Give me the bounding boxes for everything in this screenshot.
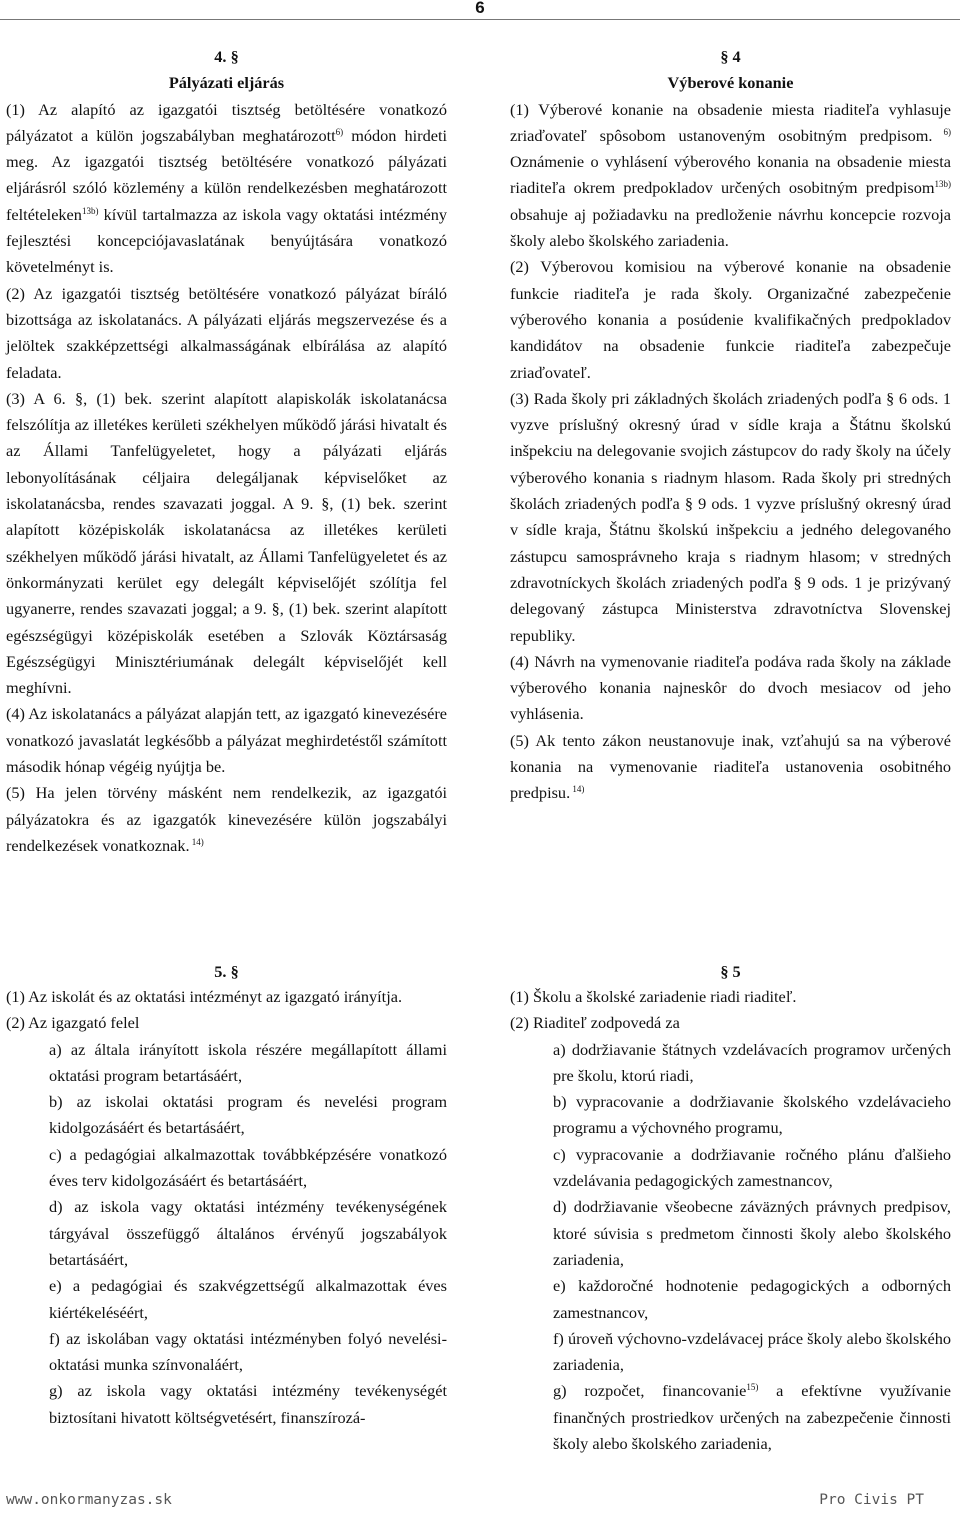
list-item: f) az iskolában vagy oktatási intézményben folyó nevelési-oktatási munka színvonaláért, — [49, 1328, 447, 1375]
paragraph-3: (3) Rada školy pri základných školách zriadených podľa § 6 ods. 1 vyzve príslušný okresný úrad v sídle kraja a Štátnu školskú inšpekciu na delegovanie svojich zástupcov do rady školy na účely výberového konania s riadnym hlasom. Rada školy pri stredných školách zriadených podľa § 9 ods. 1 vyzve príslušný okresný úrad v sídle kraja, Štátnu školskú inšpekciu a jedného delegovaného zástupcu samosprávneho kraja s riadnym hlasom; v stredných zdravotníckych školách zriadených podľa § 9 ods. 1 je prizývaný delegovaný zástupca Ministerstva zdravotníctva Slovenskej republiky. — [510, 388, 951, 645]
paragraph-4: (4) Az iskolatanács a pályázat alapján tett, az igazgató kinevezésére vonatkozó javaslatát legkésőbb a pályázat meghirdetéstől számított második hónap végéig nyújtja be. — [6, 704, 447, 777]
section-number: 5. § — [214, 962, 239, 981]
paragraph-2: (2) Riaditeľ zodpovedá za — [510, 1013, 680, 1033]
footer-publisher: Pro Civis PT — [819, 1492, 924, 1508]
paragraph-5: (5) Ak tento zákon neustanovuje inak, vzťahujú sa na výberové konania na vymenovanie riaditeľa ustanovenia osobitného predpisu. $^{14)}$ — [510, 730, 951, 803]
list-item: a) dodržiavanie štátnych vzdelávacích programov určených pre školu, ktorú riadi, — [553, 1039, 951, 1085]
paragraph-1: (1) Výberové konanie na obsadenie miesta riaditeľa vyhlasuje zriaďovateľ spôsobom ustanoveným osobitným predpisom. $^{6)}$ Oznámenie o vyhlásení výberového konania na obsadenie miesta riaditeľa okrem predpokladov určených osobitným predpisom$^{13b)}$ obsahuje aj požiadavku na predloženie návrhu koncepcie rozvoja školy alebo školského zariadenia. — [510, 99, 951, 251]
paragraph-2: (2) Az igazgatói tisztség betöltésére vonatkozó pályázat bíráló bizottsága az iskolatanács. A pályázati eljárás megszervezése és a jelöltek szakképzettségi alkalmasságának elbírálása az alapító feladata. — [6, 283, 447, 382]
section-title: Výberové konanie — [667, 73, 794, 93]
paragraph-4: (4) Návrh na vymenovanie riaditeľa podáva rada školy na základe výberového konania najneskôr do dvoch mesiacov od jeho vyhlásenia. — [510, 651, 951, 724]
section-number: § 4 — [720, 47, 741, 66]
right-section-4 — [510, 44, 951, 807]
header-rule — [0, 19, 960, 20]
section-number: 4. § — [214, 47, 239, 66]
paragraph-1: (1) Az alapító az igazgatói tisztség betöltésére vonatkozó pályázatot a külön jogszabályban meghatározott$^{6)}$ módon hirdeti meg. Az igazgatói tisztség betöltésére vonatkozó pályázati eljárásról szóló közlemény a külön rendelkezésben meghatározott feltételeken$^{13b)}$ kívül tartalmazza az iskola vagy oktatási intézmény fejlesztési koncepciójavaslatának benyújtására vonatkozó követelményt is. — [6, 99, 447, 277]
paragraph-3: (3) A 6. §, (1) bek. szerint alapított alapiskolák iskolatanácsa felszólítja az illetékes kerületi székhelyen működő járási hivatalt és az Állami Tanfelügyeletet, hogy a pályázati eljárás lebonyolításának céljaira delegáljanak képviselőket az iskolatanácsba, rendes szavazati joggal. A 9. §, (1) bek. szerint alapított középiskolák iskolatanácsa az illetékes kerületi székhelyen működő járási hivatalt, az Állami Tanfelügyeletet és az önkormányzati kerület egy delegált képviselőjét szólítja fel ugyanerre, rendes szavazati joggal; a 9. §, (1) bek. szerint alapított egészségügyi középiskolák esetében a Szlovák Köztársaság Egészségügyi Minisztériumának delegált képviselőjét kell meghívni. — [6, 388, 447, 698]
list-item: e) každoročné hodnotenie pedagogických a odborných zamestnancov, — [553, 1276, 951, 1322]
list-item: c) a pedagógiai alkalmazottak továbbképzésére vonatkozó éves terv kidolgozásáért és betartásáért, — [49, 1144, 447, 1191]
section-number: § 5 — [720, 962, 741, 981]
paragraph-2: (2) Výberovou komisiou na výberové konanie na obsadenie funkcie riaditeľa je rada školy. Organizačné zabezpečenie výberového konania a posúdenie kvalifikačných predpokladov kandidátov na obsadenie funkcie riaditeľa zabezpečuje zriaďovateľ. — [510, 257, 951, 382]
list-item: b) vypracovanie a dodržiavanie školského vzdelávacieho programu a výchovného programu, — [553, 1092, 951, 1138]
page-number: 6 — [475, 0, 485, 17]
list-item: d) az iskola vagy oktatási intézmény tevékenységének tárgyával összefüggő általános érvényű jogszabályok betartásáért, — [49, 1197, 447, 1269]
footer-website: www.onkormanyzas.sk — [6, 1492, 172, 1508]
left-section-4 — [6, 44, 447, 859]
left-section-5 — [6, 960, 447, 1431]
list-item: b) az iskolai oktatási program és nevelési program kidolgozásáért és betartásáért, — [49, 1092, 447, 1138]
paragraph-1: (1) Školu a školské zariadenie riadi riaditeľ. — [510, 987, 797, 1006]
right-section-5 — [510, 960, 951, 1457]
list-item: g) rozpočet, financovanie$^{15)}$ a efektívne využívanie finančných prostriedkov určených na zabezpečenie činnosti školy alebo školského zariadenia, — [553, 1381, 952, 1454]
section-title: Pályázati eljárás — [168, 73, 285, 93]
list-item: d) dodržiavanie všeobecne záväzných právnych predpisov, ktoré súvisia s predmetom činnosti školy alebo školského zariadenia, — [553, 1197, 951, 1269]
list-item: a) az általa irányított iskola részére megállapított állami oktatási program betartásáért, — [49, 1039, 447, 1085]
paragraph-5: (5) Ha jelen törvény másként nem rendelkezik, az igazgatói pályázatokra és az igazgatók kinevezésére külön jogszabályi rendelkezések vonatkoznak. $^{14)}$ — [6, 783, 447, 855]
paragraph-1: (1) Az iskolát és az oktatási intézményt az igazgató irányítja. — [6, 987, 403, 1006]
list-item: c) vypracovanie a dodržiavanie ročného plánu ďalšieho vzdelávania pedagogických zamestnancov, — [553, 1144, 951, 1191]
paragraph-2: (2) Az igazgató felel — [6, 1013, 140, 1033]
list-item: g) az iskola vagy oktatási intézmény tevékenységét biztosítani hivatott költségvetésért, finanszírozá- — [49, 1381, 447, 1427]
list-item: e) a pedagógiai és szakvégzettségű alkalmazottak éves kiértékeléséért, — [49, 1276, 447, 1322]
list-item: f) úroveň výchovno-vzdelávacej práce školy alebo školského zariadenia, — [553, 1328, 951, 1375]
